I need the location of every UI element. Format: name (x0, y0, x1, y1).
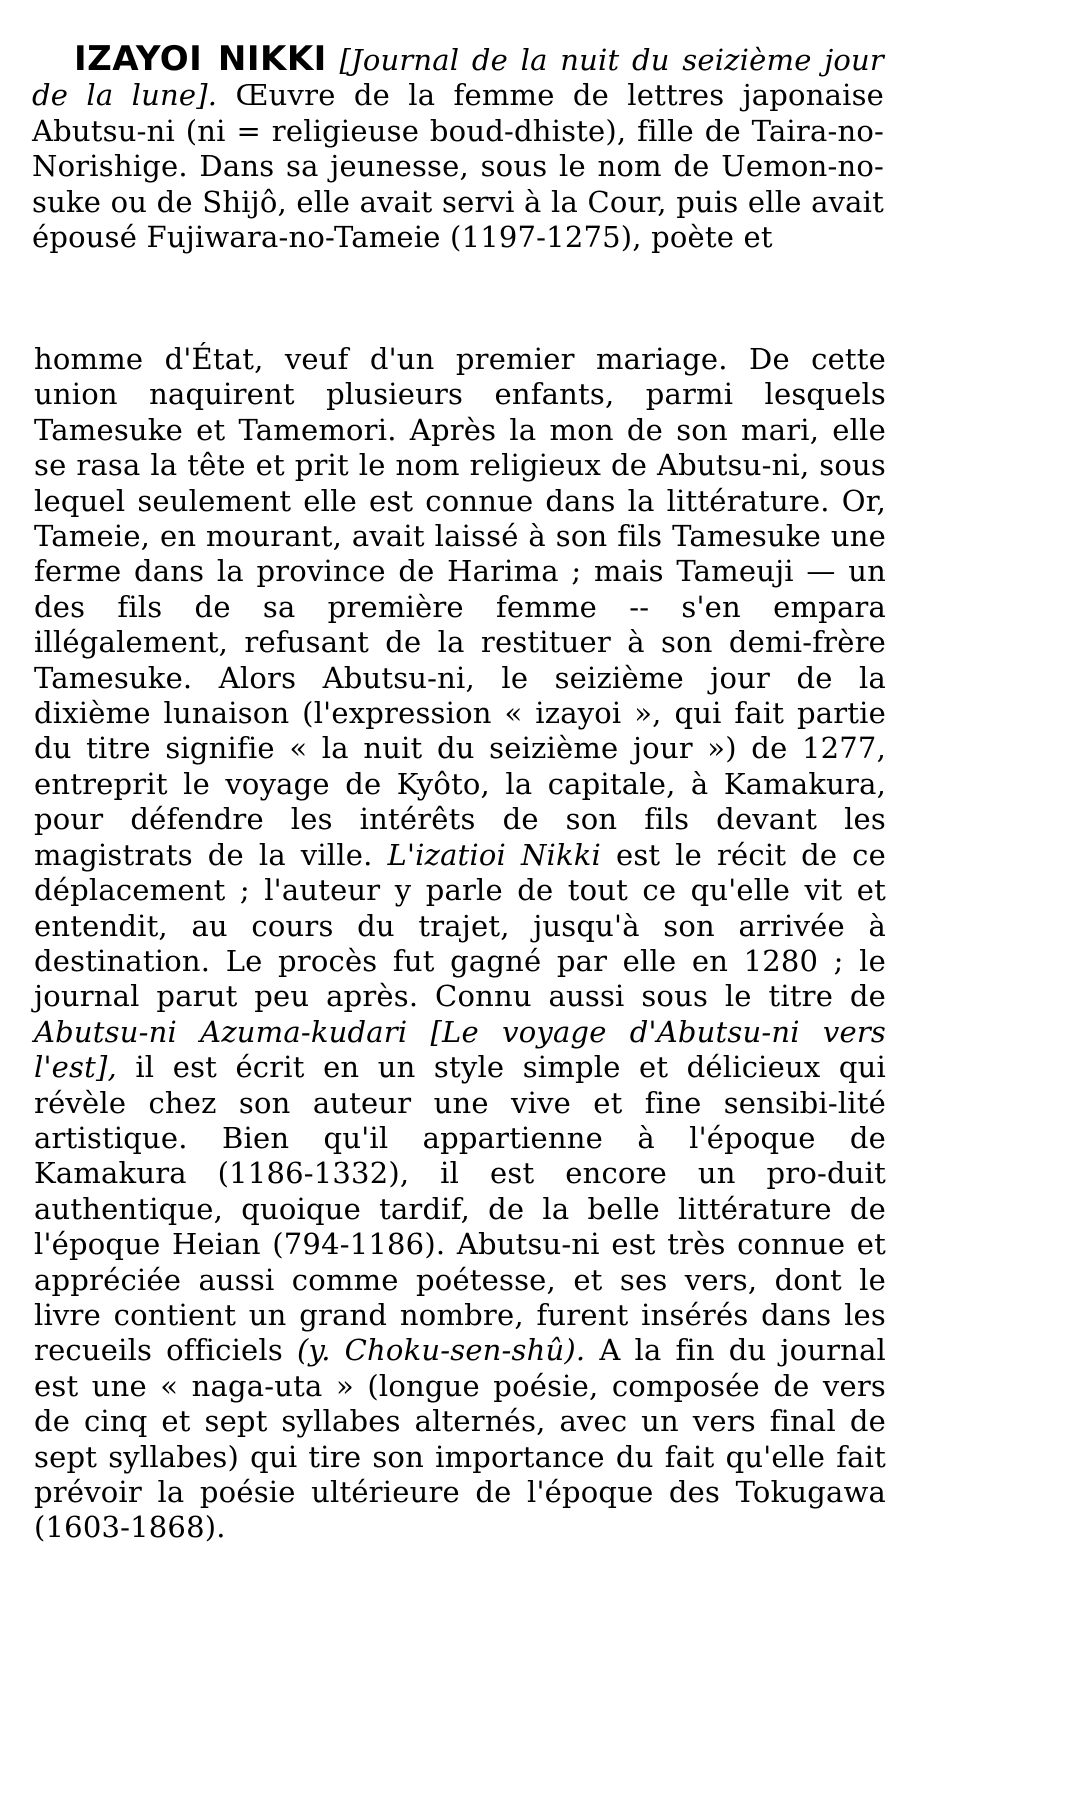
entry-intro (32, 39, 885, 255)
cross-reference: (y. Choku-sen-shû). (297, 1333, 586, 1368)
entry-paragraph-2a: homme d'État, veuf d'un premier mariage. De cette union naquirent plusieurs enfants, parmi lesquels Tamesuke et Tamemori. Après la mon de son mari, elle se rasa la tête et prit le nom religieux de Abutsu-ni, sous lequel seulement elle est connue dans la littérature. Or, Tameie, en mourant, avait laissé à son fils Tamesuke une ferme dans la province de Harima ; mais Tameuji — un des fils de sa première femme -- s'en empara illégalement, refusant de la restituer à son demi-frère Tamesuke. Alors Abutsu-ni, le seizième jour de la dixième lunaison (l'expression « izayoi », qui fait partie du titre signifie « la nuit du seizième jour ») de 1277, entreprit le voyage de Kyôto, la capitale, à Kamakura, pour défendre les intérêts de son fils devant les magistrats de la ville. (34, 342, 886, 872)
entry-paragraph-2c: il est écrit en un style simple et délicieux qui révèle chez son auteur une vive et fine sensibi-lité artistique. Bien qu'il appartienne à l'époque de Kamakura (1186-1332), il est encore un pro-duit authentique, quoique tardif, de la belle littérature de l'époque Heian (794-1186). Abutsu-ni est très connue et appréciée aussi comme poétesse, et ses vers, dont le livre contient un grand nombre, furent insérés dans les recueils officiels (34, 1050, 886, 1368)
alternate-title: Abutsu-ni Azuma-kudari [Le voyage d'Abutsu-ni vers l'est], (34, 1014, 886, 1085)
entry-subtitle: [Journal de la nuit du seizième jour de la lune]. (32, 43, 884, 113)
work-title: L'izatioi Nikki (387, 837, 602, 872)
entry-paragraph-2d: A la fin du journal est une « naga-uta » (longue poésie, composée de vers de cinq et sept syllabes alternés, avec un vers final de sept syllabes) qui tire son importance du fait qu'elle fait prévoir la poésie ultérieure de l'époque des Tokugawa (1603-1868). (34, 1333, 887, 1545)
entry-title: IZAYOI NIKKI (74, 39, 327, 79)
entry-body (34, 342, 886, 1546)
entry-paragraph-2b: est le récit de ce déplacement ; l'auteur y parle de tout ce qu'elle vit et entendit, au cours du trajet, jusqu'à son arrivée à destination. Le procès fut gagné par elle en 1280 ; le journal parut peu après. Connu aussi sous le titre de (34, 837, 886, 1014)
entry-paragraph-1: Œuvre de la femme de lettres japonaise Abutsu-ni (ni = religieuse boud-dhiste), fille de Taira-no-Norishige. Dans sa jeunesse, sous le nom de Uemon-no-suke ou de Shijô, elle avait servi à la Cour, puis elle avait épousé Fujiwara-no-Tameie (1197-1275), poète et (32, 78, 885, 255)
